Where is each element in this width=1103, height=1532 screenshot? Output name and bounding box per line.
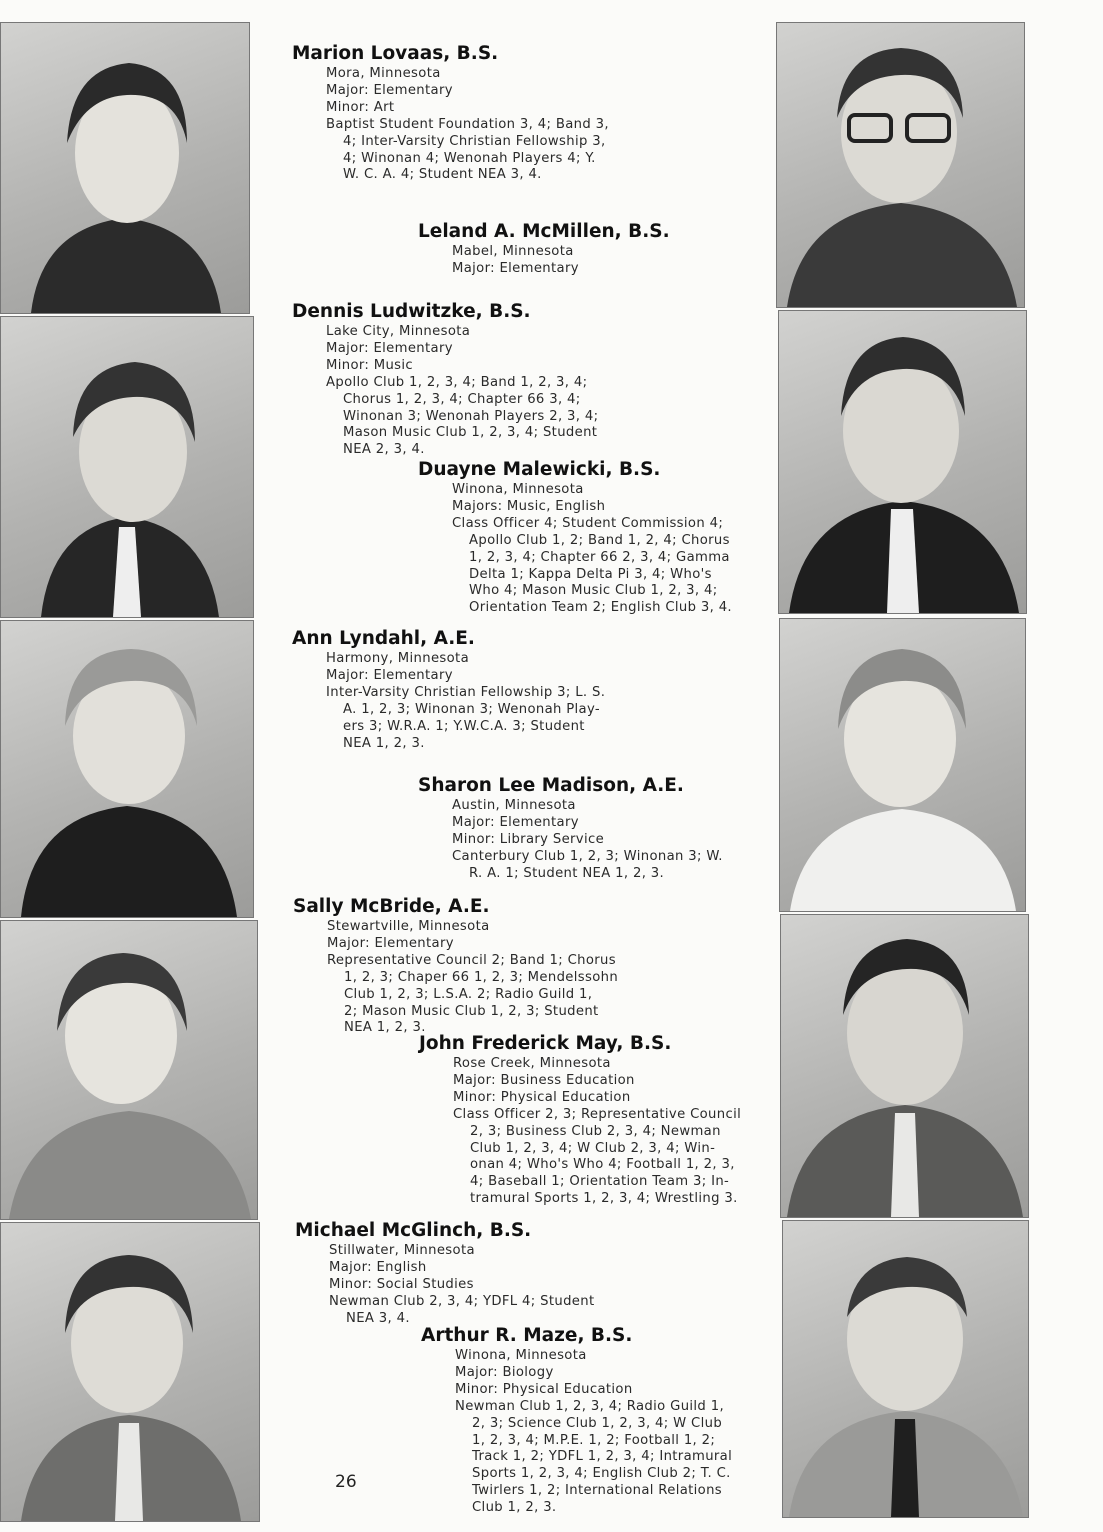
photo-john-frederick-may: [780, 914, 1029, 1218]
student-name: John Frederick May, B.S.: [419, 1033, 672, 1054]
portrait-silhouette: [781, 915, 1028, 1217]
hometown: Mora, Minnesota: [326, 66, 441, 81]
photo-marion-lovaas: [0, 22, 250, 314]
photo-sally-mcbride: [0, 920, 258, 1220]
photo-dennis-ludwitzke: [0, 316, 254, 618]
student-name: Sally McBride, A.E.: [293, 896, 490, 917]
portrait-silhouette: [780, 619, 1025, 911]
major: Major: Business Education: [453, 1072, 635, 1088]
major: Major: Elementary: [326, 340, 453, 356]
minor: Minor: Social Studies: [329, 1276, 474, 1292]
activities: Newman Club 2, 3, 4; YDFL 4; Student NEA 3, 4.: [329, 1293, 595, 1326]
student-name: Marion Lovaas, B.S.: [292, 43, 499, 64]
entry-john-frederick-may: [419, 1032, 759, 1208]
portrait-silhouette: [783, 1221, 1028, 1517]
portrait-silhouette: [777, 23, 1024, 307]
activities: Baptist Student Foundation 3, 4; Band 3, 4; Inter-Varsity Christian Fellowship 3, 4; Winonan 4; Wenonah Players 4; Y. W. C. A. 4; Student NEA 3, 4.: [326, 116, 609, 183]
major: Major: Elementary: [326, 667, 453, 683]
entry-sharon-lee-madison: [418, 774, 758, 883]
entry-leland-mcmillen: [418, 220, 758, 278]
student-name: Michael McGlinch, B.S.: [295, 1220, 532, 1241]
hometown: Harmony, Minnesota: [326, 651, 470, 666]
photo-ann-lyndahl: [0, 620, 254, 918]
entry-arthur-maze: [421, 1324, 761, 1517]
entry-dennis-ludwitzke: [292, 300, 622, 459]
photo-arthur-maze: [782, 1220, 1029, 1518]
portrait-silhouette: [1, 1223, 259, 1521]
minor: Minor: Art: [326, 99, 395, 115]
hometown: Rose Creek, Minnesota: [453, 1056, 611, 1071]
hometown: Stillwater, Minnesota: [329, 1243, 475, 1258]
activities: Class Officer 4; Student Commission 4; Apollo Club 1, 2; Band 1, 2, 4; Chorus 1, 2, 3, 4; Chapter 66 2, 3, 4; Gamma Delta 1; Kappa Delta Pi 3, 4; Who's Who 4; Mason Music Club 1, 2, 3, 4; Orientation Team 2; English Club 3, 4.: [452, 515, 732, 616]
entry-sally-mcbride: [293, 895, 623, 1037]
portrait-silhouette: [1, 921, 257, 1219]
photo-duayne-malewicki: [778, 310, 1027, 614]
photo-michael-mcglinch: [0, 1222, 260, 1522]
student-name: Dennis Ludwitzke, B.S.: [292, 301, 531, 322]
hometown: Austin, Minnesota: [452, 798, 576, 813]
entry-ann-lyndahl: [292, 627, 622, 752]
activities: Newman Club 1, 2, 3, 4; Radio Guild 1, 2, 3; Science Club 1, 2, 3, 4; W Club 1, 2, 3, 4; M.P.E. 1, 2; Football 1, 2; Track 1, 2; YDFL 1, 2, 3, 4; Intramural Sports 1, 2, 3, 4; English Club 2; T. C. Twirlers 1, 2; International Relations Club 1, 2, 3.: [455, 1398, 733, 1516]
photo-sharon-lee-madison: [779, 618, 1026, 912]
activities: Canterbury Club 1, 2, 3; Winonan 3; W. R. A. 1; Student NEA 1, 2, 3.: [452, 848, 723, 881]
major: Major: Elementary: [327, 935, 454, 951]
portrait-silhouette: [1, 621, 253, 917]
hometown: Lake City, Minnesota: [326, 324, 471, 339]
activities: Inter-Varsity Christian Fellowship 3; L. S. A. 1, 2, 3; Winonan 3; Wenonah Play- ers 3; W.R.A. 1; Y.W.C.A. 3; Student NEA 1, 2, 3.: [326, 684, 606, 751]
majors: Majors: Music, English: [452, 498, 606, 514]
student-name: Leland A. McMillen, B.S.: [418, 221, 670, 242]
activities: Class Officer 2, 3; Representative Council 2, 3; Business Club 2, 3, 4; Newman Club 1, 2, 3, 4; W Club 2, 3, 4; Win- onan 4; Who's Who 4; Football 1, 2, 3, 4; Baseball 1; Orientation Team 3; In- tramural Sports 1, 2, 3, 4; Wrestling 3.: [453, 1106, 742, 1207]
hometown: Stewartville, Minnesota: [327, 919, 490, 934]
activities: Apollo Club 1, 2, 3, 4; Band 1, 2, 3, 4; Chorus 1, 2, 3, 4; Chapter 66 3, 4; Winonan 3; Wenonah Players 2, 3, 4; Mason Music Club 1, 2, 3, 4; Student NEA 2, 3, 4.: [326, 374, 599, 458]
portrait-silhouette: [779, 311, 1026, 613]
student-name: Arthur R. Maze, B.S.: [421, 1325, 633, 1346]
major: Major: Elementary: [326, 82, 453, 98]
entry-michael-mcglinch: [295, 1219, 625, 1328]
student-name: Sharon Lee Madison, A.E.: [418, 775, 684, 796]
student-name: Ann Lyndahl, A.E.: [292, 628, 475, 649]
minor: Minor: Physical Education: [455, 1381, 633, 1397]
entry-marion-lovaas: [292, 42, 622, 184]
student-name: Duayne Malewicki, B.S.: [418, 459, 661, 480]
hometown: Winona, Minnesota: [455, 1348, 587, 1363]
portrait-silhouette: [1, 23, 249, 313]
minor: Minor: Physical Education: [453, 1089, 631, 1105]
major: Major: Elementary: [452, 814, 579, 830]
page-number: 26: [335, 1472, 357, 1492]
hometown: Mabel, Minnesota: [452, 244, 574, 259]
minor: Minor: Music: [326, 357, 414, 373]
photo-leland-mcmillen: [776, 22, 1025, 308]
portrait-silhouette: [1, 317, 253, 617]
hometown: Winona, Minnesota: [452, 482, 584, 497]
activities: Representative Council 2; Band 1; Chorus 1, 2, 3; Chaper 66 1, 2, 3; Mendelssohn Club 1, 2, 3; L.S.A. 2; Radio Guild 1, 2; Mason Music Club 1, 2, 3; Student NEA 1, 2, 3.: [327, 952, 619, 1036]
minor: Minor: Library Service: [452, 831, 605, 847]
major: Major: English: [329, 1259, 427, 1275]
entry-duayne-malewicki: [418, 458, 758, 617]
major: Major: Elementary: [452, 260, 579, 276]
major: Major: Biology: [455, 1364, 554, 1380]
